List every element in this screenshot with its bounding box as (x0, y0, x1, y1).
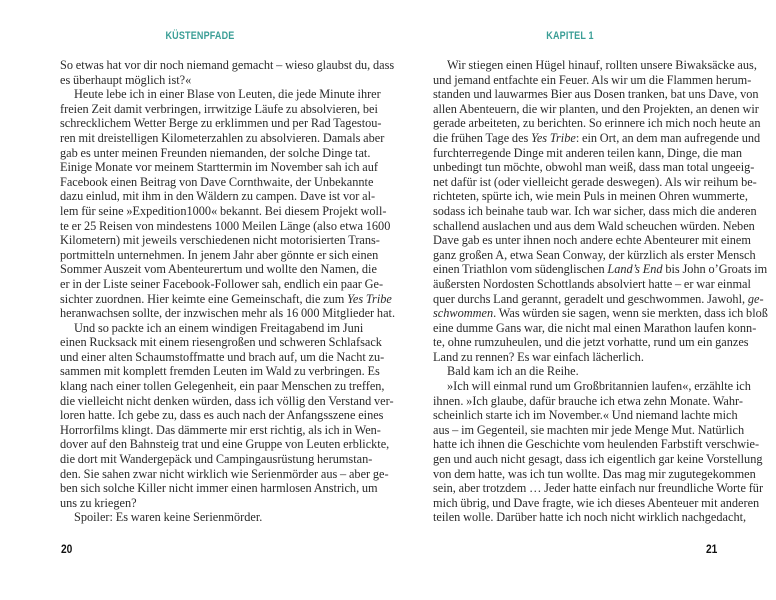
text-line (433, 335, 749, 350)
text-segment: . Was würden sie sagen, wenn sie merkten, dass ich bloß (493, 306, 768, 321)
text-line (433, 116, 761, 131)
text-line (433, 218, 755, 234)
text-segment: Spoiler: Es waren keine Serienmörder. (74, 510, 263, 525)
text-segment: ben sich solche Killer nicht immer einen harmlosen Anstrich, um (60, 481, 378, 496)
text-line (60, 58, 395, 73)
text-line (433, 466, 756, 482)
text-line (60, 496, 343, 511)
text-segment: hatte ich ihnen die Geschichte vom heulenden Farbstift verschwie- (433, 437, 760, 452)
text-segment: portmitteln unternehmen. In jenem Jahr aber gönnte er sich einen (60, 247, 379, 262)
text-segment: schrecklichem Wetter Berge zu erklimmen und per Rad Tagestou- (60, 116, 382, 131)
text-line (433, 189, 748, 204)
text-line (60, 116, 382, 131)
text-segment: bis John o’Groats im (662, 262, 768, 277)
text-line (433, 291, 764, 307)
text-line (433, 379, 751, 394)
text-line (433, 437, 760, 452)
body-text (60, 58, 396, 525)
text-line (60, 466, 389, 482)
text-line (60, 306, 396, 321)
text-line (433, 262, 768, 277)
text-line (433, 233, 751, 248)
text-line (433, 87, 759, 102)
text-segment: dazu einlud, mit ihm in den Wäldern zu campen. Dave ist vor al- (60, 189, 376, 204)
text-line (60, 437, 390, 452)
text-segment: sein, aber trotzdem … Jeder hatte einfach nur freundliche Worte für (433, 481, 764, 496)
text-line (60, 422, 381, 438)
text-segment: teilen wolle. Darüber hatte ich noch nicht wirklich nachgedacht, (433, 510, 747, 525)
text-line (60, 189, 376, 204)
text-segment: Horrorfilms klingt. Das dämmerte mir erst richtig, als ich in Wen- (60, 422, 381, 437)
italic-text: Land’s End (607, 262, 663, 277)
text-segment: furchterregende Dinge mit anderen teilen kann, Dinge, die man (433, 145, 742, 160)
text-segment: dover auf den Bahnsteig trat und eine Gruppe von Leuten erblickte, (60, 437, 390, 452)
text-line (433, 306, 768, 321)
text-segment: net dafür ist (oder vielleicht gerade deswegen). Als wir reihum be- (433, 174, 757, 189)
text-segment: scheinlich starte ich im November.« Und niemand lachte mich (433, 408, 738, 423)
text-segment: eine dumme Gans war, die nicht mal einen Marathon laufen konn- (433, 320, 757, 335)
text-segment: gab es unter meinen Freunden niemanden, der solche Dinge tat. (60, 145, 371, 160)
page-number: 21 (706, 542, 718, 556)
text-segment: Sommer Auszeit vom Abenteurertum und wollte den Namen, die (60, 262, 377, 277)
text-segment: er in der Liste seiner Facebook-Follower sah, endlich ein paar Ge- (60, 276, 384, 291)
text-line (433, 174, 757, 190)
text-line (433, 145, 742, 161)
text-segment: loren hatte. Ich gebe zu, dass es auch nach der Anfangsszene eines (60, 408, 384, 423)
text-segment: aus – im Gegenteil, sie machten mir jede Menge Mut. Natürlich (433, 422, 745, 437)
text-segment: unbedingt tun möchte, obwohl man weiß, dass man total ungeeig- (433, 160, 755, 175)
right-page (388, 0, 776, 600)
text-segment: sodass ich beinahe taub war. Ich war sicher, dass mich die anderen (433, 203, 757, 218)
text-segment: te er 25 Reisen von mindestens 1000 Meilen Länge (also etwa 1600 (60, 218, 391, 233)
text-segment: ganz großen A, etwa Sean Conway, der kürzlich als erster Mensch (433, 247, 756, 262)
text-segment: mich übrig, und Dave fragte, wie ich dieses Abenteuer mit anderen (433, 495, 760, 510)
text-line (433, 276, 751, 292)
text-line (433, 101, 759, 117)
text-segment: uns zu kriegen? (60, 495, 137, 510)
text-segment: sichter zuordnen. Hier keimte eine Gemeinschaft, die zum (60, 291, 348, 306)
text-segment: gen und auch nicht gesagt, dass ich eigentlich gar keine Vorstellung (433, 452, 763, 467)
text-line (60, 291, 392, 307)
text-line (60, 218, 391, 234)
text-line (60, 130, 385, 146)
text-line (433, 58, 757, 73)
text-line (433, 364, 716, 379)
text-segment: freien Zeit damit verbringen, irrwitzige Läufe zu absolvieren, bei (60, 101, 378, 116)
text-segment: Und so packte ich an einem windigen Freitagabend im Juni (74, 320, 364, 335)
text-line (433, 160, 755, 175)
text-line (60, 349, 385, 365)
text-segment: quer durchs Land gerannt, geradelt und geschwommen. Jawohl, (433, 291, 748, 306)
text-segment: lem für seine »Expedition1000« bekannt. Bei diesem Projekt woll- (60, 203, 387, 218)
text-segment: heranwachsen sollte, der inzwischen mehr als 16 000 Mitglieder hat. (60, 306, 396, 321)
text-line (433, 247, 756, 263)
text-line (60, 452, 373, 467)
text-segment: »Ich will einmal rund um Großbritannien laufen«, erzählte ich (447, 379, 751, 394)
text-segment: gerade arbeiteten, zu berichten. So erinnere ich mich noch heute an (433, 116, 761, 131)
text-line (433, 320, 757, 336)
text-segment: Land zu rennen? Es war einfach lächerlich. (433, 349, 644, 364)
text-segment: Facebook einen Beitrag von Dave Cornthwaite, der Unbekannte (60, 174, 374, 189)
text-line (60, 364, 380, 379)
text-line (60, 510, 343, 525)
text-segment: die frühen Tage des (433, 130, 532, 145)
text-line (433, 452, 763, 467)
text-segment: Einige Monate vor meinem Starttermin im November sah ich auf (60, 160, 378, 175)
text-line (60, 393, 394, 409)
text-line (60, 379, 385, 394)
text-line (60, 145, 371, 161)
text-segment: von dem hatte, was ich tun wollte. Das mag mir zugutegekommen (433, 466, 756, 481)
italic-text: ge- (747, 291, 764, 306)
text-segment: schallend auslachen und aus dem Wald scheuchen würden. Neben (433, 218, 755, 233)
text-line (60, 87, 381, 102)
text-segment: Bald kam ich an die Reihe. (447, 364, 579, 379)
text-segment: sammen mit komplett fremden Leuten im Wald zu verbringen. Es (60, 364, 380, 379)
text-line (60, 481, 378, 496)
text-line (433, 408, 738, 423)
text-line (433, 481, 764, 496)
text-segment: richteten, spürte ich, wie mein Puls in meinen Ohren wummerte, (433, 189, 748, 204)
running-head: KAPITEL 1 (546, 30, 594, 42)
page-number: 20 (61, 542, 73, 556)
text-line (433, 510, 747, 525)
text-segment: So etwas hat vor dir noch niemand gemacht – wieso glaubst du, dass (60, 58, 395, 72)
text-line (433, 72, 752, 88)
text-line (60, 73, 343, 88)
text-segment: einen Rucksack mit einem riesengroßen und schweren Schlafsack (60, 335, 382, 350)
text-line (433, 350, 716, 365)
text-segment: te, ohne rumzuheulen, und die jetzt vorhatte, rund um ein ganzes (433, 335, 749, 350)
text-segment: und einer alten Schaumstoffmatte und brach auf, um die Nacht zu- (60, 349, 385, 364)
text-line (60, 276, 384, 292)
italic-text: Yes Tribe (531, 130, 576, 145)
text-segment: den. Sie sahen zwar nicht wirklich wie Serienmörder aus – aber ge- (60, 466, 389, 481)
text-segment: klang nach einer tollen Gelegenheit, ein paar Menschen zu treffen, (60, 379, 385, 394)
italic-text: schwommen (433, 306, 494, 321)
text-line (60, 335, 382, 350)
text-segment: allen Abenteuern, die wir planten, und den Projekten, an denen wir (433, 101, 759, 116)
text-segment: die dort mit Wandergepäck und Campingausrüstung herumstan- (60, 452, 373, 467)
text-line (60, 262, 377, 277)
text-line (60, 160, 378, 175)
text-segment: Kilometern) mit jeweils verschiedenen nicht motorisierten Trans- (60, 233, 380, 248)
text-segment: Heute lebe ich in einer Blase von Leuten, die jede Minute ihrer (74, 87, 381, 102)
text-segment: und jemand entfachte ein Feuer. Als wir um die Flammen herum- (433, 72, 752, 87)
text-line (60, 408, 384, 423)
text-line (60, 233, 380, 248)
text-segment: ihnen. »Ich glaube, dafür brauche ich etwa zehn Monate. Wahr- (433, 393, 743, 408)
text-segment: es überhaupt möglich ist?« (60, 72, 192, 87)
text-segment: standen und lauwarmes Bier aus Dosen tranken, bat uns Dave, von (433, 87, 759, 102)
text-line (433, 393, 743, 409)
body-text (433, 58, 768, 525)
text-segment: äußersten Nordosten Schottlands absolviert hatte – er war einmal (433, 276, 751, 291)
running-head: KÜSTENPFADE (165, 30, 235, 42)
text-line (433, 495, 760, 511)
text-segment: einen Triathlon vom südenglischen (433, 262, 608, 277)
text-line (433, 203, 757, 219)
text-line (60, 174, 374, 190)
text-segment: die vielleicht nicht denken würden, dass ich völlig den Verstand ver- (60, 393, 394, 408)
text-line (60, 247, 379, 263)
text-line (60, 101, 378, 117)
italic-text: Yes Tribe (347, 291, 392, 306)
text-line (60, 320, 364, 336)
text-segment: ren mit dreistelligen Kilometerzahlen zu absolvieren. Damals aber (60, 130, 385, 145)
text-segment: : ein Ort, an dem man aufregende und (575, 130, 761, 145)
text-line (433, 130, 761, 146)
text-segment: Dave gab es unter ihnen noch andere echte Abenteurer mit einem (433, 233, 751, 248)
text-line (60, 203, 387, 219)
text-segment: Wir stiegen einen Hügel hinauf, rollten unsere Biwaksäcke aus, (447, 58, 757, 72)
text-line (433, 422, 745, 438)
